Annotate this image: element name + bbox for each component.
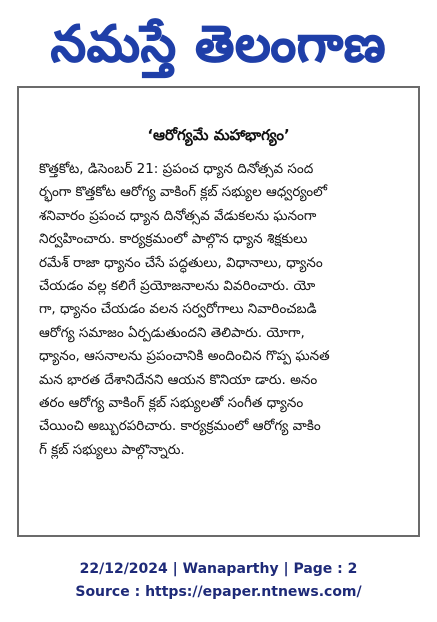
article-line: ధ్యానం, ఆసనాలను ప్రపంచానికి అందించిన గొప్ప ఘనత <box>39 348 330 365</box>
source-link[interactable]: Source : https://epaper.ntnews.com/ <box>75 584 362 600</box>
news-clipping <box>17 86 420 537</box>
article-line: ర్భంగా కొత్తకోట ఆరోగ్య వాకింగ్ క్లబ్ సభ్యుల ఆధ్వర్యంలో <box>39 184 327 201</box>
article-line: తరం ఆరోగ్య వాకింగ్ క్లబ్ సభ్యులతో సంగీత ధ్యానం <box>39 394 304 411</box>
article-headline: ‘ఆరోగ్యమే మహాభాగ్యం’ <box>147 126 290 144</box>
article-body <box>39 158 399 462</box>
article-line: చేయడం వల్ల కలిగే ప్రయోజనాలను వివరించారు. యో <box>39 277 316 294</box>
article-line: చేయించి అబ్బురపరిచారు. కార్యక్రమంలో ఆరోగ్య వాకిం <box>39 418 321 435</box>
edition-info: 22/12/2024 | Wanaparthy | Page : 2 <box>79 561 358 577</box>
article-line: నిర్వహించారు. కార్యక్రమంలో పాల్గొన ధ్యాన శిక్షకులు <box>39 231 308 248</box>
masthead <box>0 8 437 80</box>
article-line: గా, ధ్యానం చేయడం వలన సర్వరోగాలు నివారించబడి <box>39 301 317 318</box>
newspaper-logo: నమస్తే తెలంగాణ <box>50 15 387 73</box>
article-line: ఆరోగ్య సమాజం ఏర్పడుతుందని తెలిపారు. యోగా, <box>39 324 305 341</box>
article-line: రమేశ్ రాజా ధ్యానం చేసే పద్ధతులు, విధానాలు, ధ్యానం <box>39 254 323 271</box>
article-line: గ్ క్లబ్ సభ్యులు పాల్గొన్నారు. <box>39 441 185 458</box>
article-line: మన భారత దేశానిదేనని ఆయన కొనియా డారు. అనం <box>39 371 318 388</box>
article-line: శనివారం ప్రపంచ ధ్యాన దినోత్సవ వేడుకలను ఘనంగా <box>39 207 317 224</box>
article-line: కొత్తకోట, డిసెంబర్ 21: ప్రపంచ ధ్యాన దినోత్సవ సంద <box>39 161 314 177</box>
